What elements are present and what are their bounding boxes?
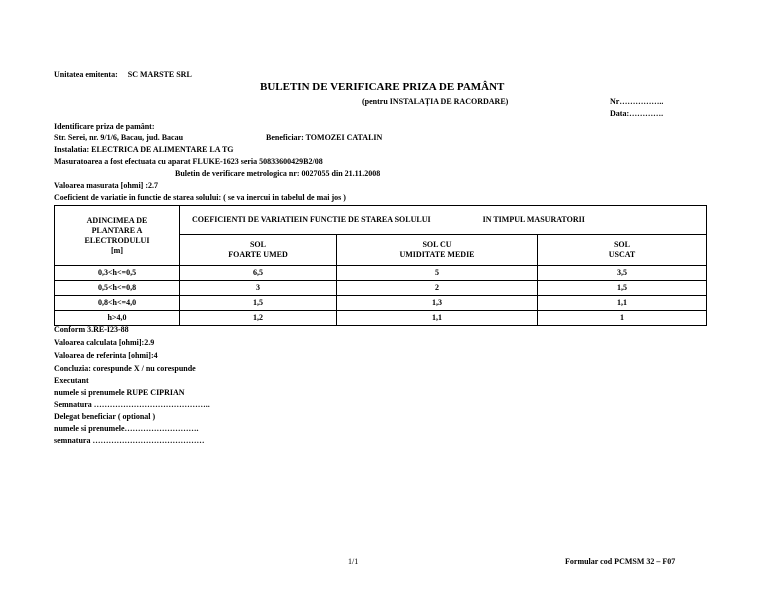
depth-cell: h>4,0: [55, 311, 180, 326]
depth-header-line: PLANTARE A: [91, 225, 143, 235]
delegate-signature-line: semnatura ……………………………………: [54, 436, 205, 445]
executant-signature-line: Semnatura ……………………………………..: [54, 400, 210, 409]
value-cell: 2: [337, 281, 538, 296]
depth-cell: 0,3<h<=0,5: [55, 266, 180, 281]
value-cell: 1,5: [538, 281, 707, 296]
document-subtitle: (pentru INSTALAȚIA DE RACORDARE): [362, 97, 509, 106]
executant-name-line: numele si prenumele RUPE CIPRIAN: [54, 388, 185, 397]
soil-dry-header: [538, 235, 707, 266]
address-line: Str. Serei, nr. 9/1/6, Bacau, jud. Bacau: [54, 133, 184, 142]
value-cell: 1,1: [538, 296, 707, 311]
span-header-time: IN TIMPUL MASURATORII: [482, 215, 585, 224]
bulletin-line: Buletin de verificare metrologica nr: 0027055 din 21.11.2008: [175, 169, 381, 178]
value-cell: 1: [538, 311, 707, 326]
span-header-main: COEFICIENTI DE VARIATIEIN FUNCTIE DE STAREA SOLULUI: [192, 215, 431, 224]
depth-header-line: [m]: [111, 245, 123, 255]
identification-label: Identificare priza de pamânt:: [54, 122, 155, 131]
value-cell: 3,5: [538, 266, 707, 281]
measured-value-line: Valoarea masurata [ohmi] :2.7: [54, 181, 158, 190]
issuer-value: SC MARSTE SRL: [127, 70, 192, 79]
value-cell: 6,5: [180, 266, 337, 281]
soil-header-line: SOL: [613, 240, 630, 249]
value-cell: 1,5: [180, 296, 337, 311]
beneficiary-line: Beneficiar: TOMOZEI CATALIN: [266, 133, 383, 142]
table-row: [55, 281, 707, 296]
issuer-line: [54, 70, 192, 80]
soil-header-line: SOL CU: [422, 240, 452, 249]
calculated-value-line: Valoarea calculata [ohmi]:2.9: [54, 338, 155, 347]
measurement-line: Masuratoarea a fost efectuata cu aparat FLUKE-1623 seria 50833600429B2/08: [54, 157, 323, 166]
table-row: [55, 296, 707, 311]
table-row: [55, 311, 707, 326]
reference-value-line: Valoarea de referinta [ohmi]:4: [54, 351, 158, 360]
document-title: BULETIN DE VERIFICARE PRIZA DE PAMÂNT: [260, 81, 505, 93]
value-cell: 1,3: [337, 296, 538, 311]
conclusion-line: Concluzia: corespunde X / nu corespunde: [54, 364, 196, 373]
document-number: Nr……………..: [610, 97, 664, 106]
page-number: 1/1: [348, 557, 359, 566]
soil-header-line: USCAT: [608, 250, 636, 259]
form-code: Formular cod PCMSM 32 – F07: [565, 557, 676, 566]
delegate-name-line: numele si prenumele……………………….: [54, 424, 199, 433]
coefficient-table: [54, 205, 707, 326]
depth-header-line: ADINCIMEA DE: [86, 215, 148, 225]
depth-cell: 0,5<h<=0,8: [55, 281, 180, 296]
depth-column-header: [55, 206, 180, 266]
table-row: [55, 266, 707, 281]
conform-line: Conform 3.RE-I23-88: [54, 325, 129, 334]
issuer-label: Unitatea emitenta:: [54, 70, 118, 79]
installation-line: Instalatia: ELECTRICA DE ALIMENTARE LA TG: [54, 145, 234, 154]
depth-header-line: ELECTRODULUI: [84, 235, 150, 245]
value-cell: 1,2: [180, 311, 337, 326]
soil-medium-header: [337, 235, 538, 266]
soil-header-line: FOARTE UMED: [228, 250, 288, 259]
value-cell: 5: [337, 266, 538, 281]
coefficient-span-header: [180, 206, 707, 235]
document-date: Data:………….: [610, 109, 664, 118]
soil-header-line: UMIDITATE MEDIE: [399, 250, 475, 259]
depth-cell: 0,8<h<=4,0: [55, 296, 180, 311]
delegate-label: Delegat beneficiar ( optional ): [54, 412, 156, 421]
value-cell: 1,1: [337, 311, 538, 326]
coefficient-note: Coeficient de variatie in functie de starea solului: ( se va inercui in tabelul de mai jos ): [54, 193, 346, 202]
value-cell: 3: [180, 281, 337, 296]
executant-label: Executant: [54, 376, 89, 385]
soil-wet-header: [180, 235, 337, 266]
soil-header-line: SOL: [249, 240, 266, 249]
